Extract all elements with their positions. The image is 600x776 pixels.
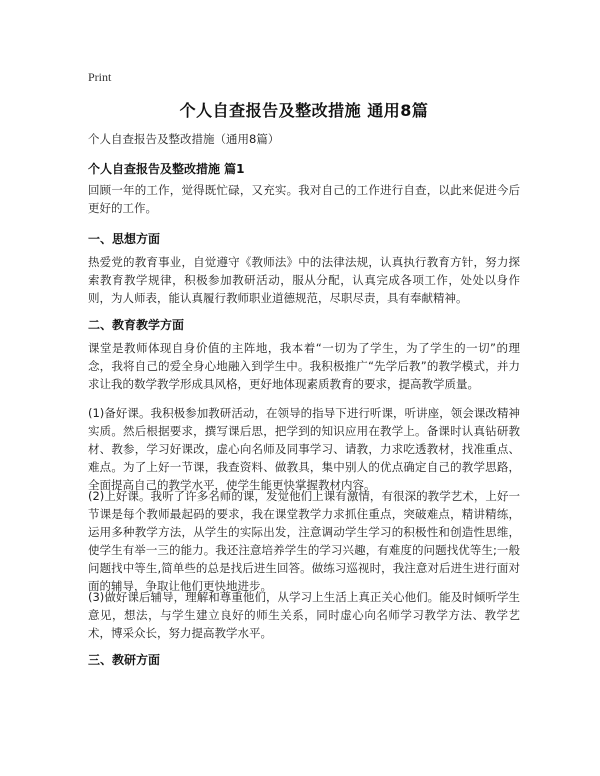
section-heading-thought: 一、思想方面 [88,232,161,246]
teaching-item-tutoring: (3)做好课后辅导，理解和尊重他们，从学习上生活上真正关心他们。能及时倾听学生意见，想法，与学生建立良好的师生关系，同时虚心向名师学习教学方法、教学艺术，博采众长，努力提高教学水平。 [88,590,520,640]
section-heading-teaching: 二、教育教学方面 [88,318,185,332]
intro-paragraph: 回顾一年的工作，觉得既忙碌，又充实。我对自己的工作进行自查，以此来促进今后更好的工作。 [88,183,520,215]
section-teaching-paragraph: 课堂是教师体现自身价值的主阵地，我本着“一切为了学生，为了学生的一切”的理念，我将自己的爱全身心地融入到学生中。我积极推广“先学后教”的教学模式，并力求让我的数学教学形成具风格，更好地体现素质教育的要求，提高教学质量。 [88,341,520,391]
teaching-item-lecture: (2)上好课。我听了许多名师的课，发觉他们上课有激情，有很深的教学艺术，上好一节课是每个教师最起码的要求，我在课堂教学力求抓住重点，突破难点，精讲精练，运用多种教学方法，从学生的实际出发，注意调动学生学习的积极性和创造性思维，使学生有举一三的能力。我还注意培养学生的学习兴趣，有难度的问题找优等生;一般问题找中等生,简单些的总是找后进生回答。做练习巡视时，我注意对后进生进行面对面的辅导，争取让他们更快地进步。 [88,489,520,593]
teaching-item-prepare: (1)备好课。我积极参加教研活动，在领导的指导下进行听课，听讲座，领会课改精神实质。然后根据要求，撰写课后思，把学到的知识应用在教学上。备课时认真钻研教材、教参，学习好课改，虚心向名师及同事学习、请教，力求吃透教材，找准重点、难点。为了上好一节课，我查资料、做教具，集中别人的优点确定自己的教学思路，全面提高自己的教学水平，使学生能更快掌握教材内容。 [88,406,520,492]
section-heading-research: 三、教研方面 [88,653,161,667]
document-subtitle: 个人自查报告及整改措施（通用8篇） [88,132,280,146]
page-title: 个人自查报告及整改措施 通用8篇 [179,101,429,120]
article-title: 个人自查报告及整改措施 篇1 [88,162,245,176]
print-label: Print [88,70,112,84]
section-thought-paragraph: 热爱党的教育事业，自觉遵守《教师法》中的法律法规，认真执行教育方针，努力探索教育教学规律，积极参加教研活动，服从分配，认真完成各项工作，处处以身作则，为人师表，能认真履行教师职业道德规范，尽职尽责，具有奉献精神。 [88,255,520,305]
